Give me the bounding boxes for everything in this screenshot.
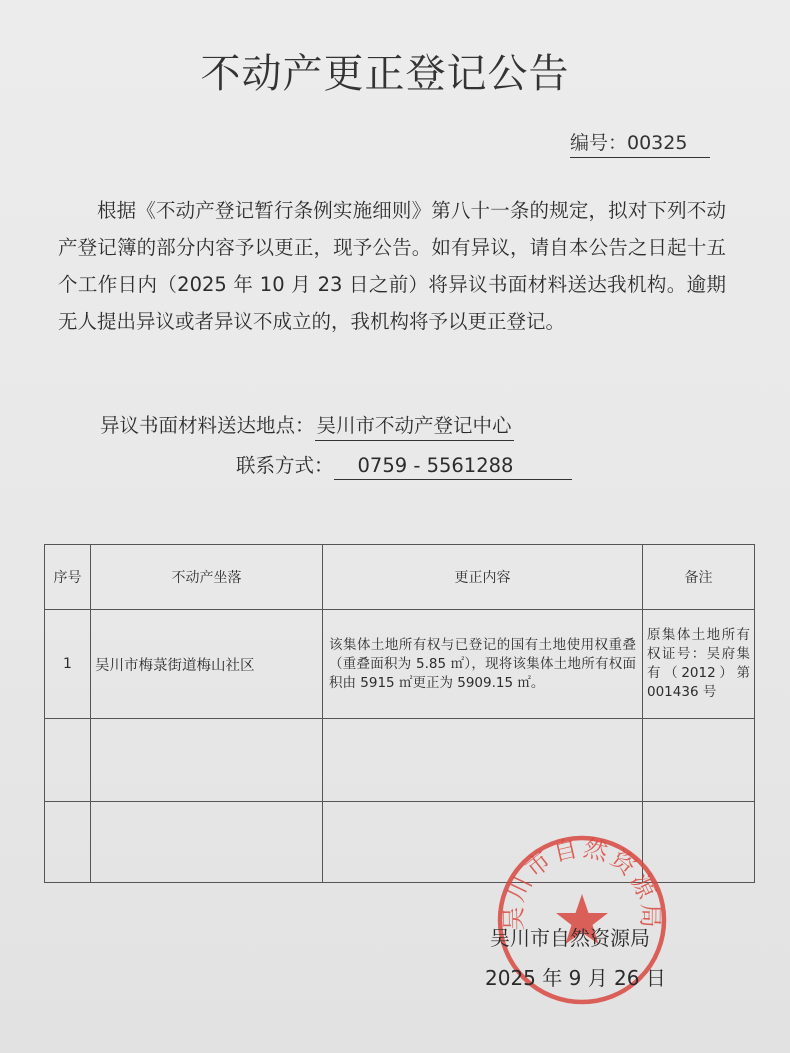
notice-paragraph: 根据《不动产登记暂行条例实施细则》第八十一条的规定，拟对下列不动产登记簿的部分内容予以更正，现予公告。如有异议，请自本公告之日起十五个工作日内（2025 年 10 月 23 日之前）将异议书面材料送达我机构。逾期无人提出异议或者异议不成立的，我机构将予以更正登记。 — [58, 199, 726, 333]
header-note: 备注 — [643, 545, 755, 610]
empty-cell — [91, 802, 323, 883]
header-content: 更正内容 — [323, 545, 643, 610]
seal-text: 吴川市自然资源局 — [499, 833, 665, 931]
contact-value: 0759 - 5561288 — [334, 454, 572, 480]
row-note: 原集体土地所有权证号：吴府集有（2012）第 001436 号 — [643, 610, 755, 719]
objection-address-row — [100, 410, 514, 441]
empty-cell — [45, 719, 91, 802]
issue-date: 2025 年 9 月 26 日 — [485, 966, 666, 990]
empty-cell — [45, 802, 91, 883]
empty-cell — [323, 719, 643, 802]
page-title: 不动产更正登记公告 — [200, 51, 570, 97]
table-row — [45, 610, 755, 719]
contact-row — [236, 450, 572, 480]
table-header-row — [45, 545, 755, 610]
table-row-empty — [45, 719, 755, 802]
objection-address-label: 异议书面材料送达地点： — [100, 414, 315, 437]
row-index: 1 — [45, 610, 91, 719]
row-location: 吴川市梅菉街道梅山社区 — [91, 610, 323, 719]
row-content: 该集体土地所有权与已登记的国有土地使用权重叠（重叠面积为 5.85 ㎡），现将该集体土地所有权面积由 5915 ㎡更正为 5909.15 ㎡。 — [323, 610, 643, 719]
header-location: 不动产坐落 — [91, 545, 323, 610]
objection-address-value: 吴川市不动产登记中心 — [315, 410, 514, 441]
document-number: 编号：00325 — [570, 128, 710, 158]
issuer-name: 吴川市自然资源局 — [490, 926, 650, 950]
contact-label: 联系方式： — [236, 454, 334, 477]
empty-cell — [643, 719, 755, 802]
empty-cell — [91, 719, 323, 802]
header-index: 序号 — [45, 545, 91, 610]
